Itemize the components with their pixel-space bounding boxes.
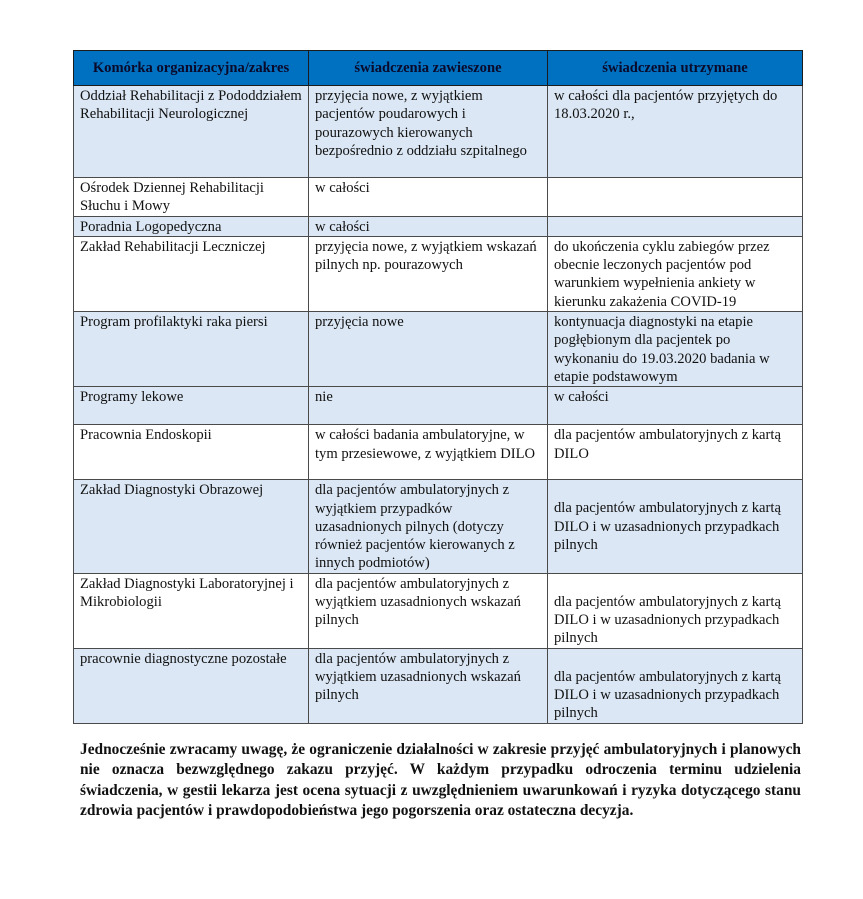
cell-unit: pracownie diagnostyczne pozostałe	[74, 648, 309, 723]
cell-unit: Oddział Rehabilitacji z Pododdziałem Rehabilitacji Neurologicznej	[74, 86, 309, 178]
cell-maintained: dla pacjentów ambulatoryjnych z kartą DILO i w uzasadnionych przypadkach pilnych	[548, 480, 803, 573]
cell-unit: Pracownia Endoskopii	[74, 425, 309, 480]
cell-unit: Program profilaktyki raka piersi	[74, 312, 309, 387]
table-row	[74, 573, 803, 648]
header-suspended: świadczenia zawieszone	[309, 51, 548, 86]
cell-maintained: dla pacjentów ambulatoryjnych z kartą DILO i w uzasadnionych przypadkach pilnych	[548, 648, 803, 723]
cell-unit: Poradnia Logopedyczna	[74, 216, 309, 236]
header-maintained: świadczenia utrzymane	[548, 51, 803, 86]
cell-suspended: przyjęcia nowe	[309, 312, 548, 387]
cell-unit: Zakład Diagnostyki Laboratoryjnej i Mikrobiologii	[74, 573, 309, 648]
cell-maintained	[548, 216, 803, 236]
cell-maintained: w całości	[548, 387, 803, 425]
table-row	[74, 312, 803, 387]
cell-suspended: dla pacjentów ambulatoryjnych z wyjątkiem przypadków uzasadnionych pilnych (dotyczy również pacjentów kierowanych z innych podmiotów)	[309, 480, 548, 573]
cell-maintained	[548, 178, 803, 217]
table-row	[74, 648, 803, 723]
cell-suspended: w całości	[309, 178, 548, 217]
cell-suspended: przyjęcia nowe, z wyjątkiem pacjentów poudarowych i pourazowych kierowanych bezpośrednio z oddziału szpitalnego	[309, 86, 548, 178]
header-unit: Komórka organizacyjna/zakres	[74, 51, 309, 86]
table-row	[74, 425, 803, 480]
table-row	[74, 236, 803, 311]
cell-maintained: do ukończenia cyklu zabiegów przez obecnie leczonych pacjentów pod warunkiem wypełnienia ankiety w kierunku zakażenia COVID-19	[548, 236, 803, 311]
cell-unit: Programy lekowe	[74, 387, 309, 425]
cell-suspended: przyjęcia nowe, z wyjątkiem wskazań pilnych np. pourazowych	[309, 236, 548, 311]
table-row	[74, 387, 803, 425]
cell-maintained: dla pacjentów ambulatoryjnych z kartą DILO	[548, 425, 803, 480]
cell-suspended: nie	[309, 387, 548, 425]
cell-unit: Ośrodek Dziennej Rehabilitacji Słuchu i Mowy	[74, 178, 309, 217]
table-row	[74, 178, 803, 217]
table-header-row	[74, 51, 803, 86]
services-table	[73, 50, 803, 724]
table-row	[74, 86, 803, 178]
closing-note: Jednocześnie zwracamy uwagę, że ograniczenie działalności w zakresie przyjęć ambulatoryjnych i planowych nie oznacza bezwzględnego zakazu przyjęć. W każdym przypadku odroczenia terminu udzielenia świadczenia, w gestii lekarza jest ocena sytuacji z uwzględnieniem uwarunkowań i ryzyka dotyczącego stanu zdrowia pacjentów i prawdopodobieństwa jego pogorszenia oraz ostateczna decyzja.	[80, 741, 801, 819]
cell-suspended: w całości badania ambulatoryjne, w tym przesiewowe, z wyjątkiem DILO	[309, 425, 548, 480]
cell-maintained: dla pacjentów ambulatoryjnych z kartą DILO i w uzasadnionych przypadkach pilnych	[548, 573, 803, 648]
cell-unit: Zakład Rehabilitacji Leczniczej	[74, 236, 309, 311]
cell-suspended: w całości	[309, 216, 548, 236]
cell-suspended: dla pacjentów ambulatoryjnych z wyjątkiem uzasadnionych wskazań pilnych	[309, 648, 548, 723]
cell-maintained: kontynuacja diagnostyki na etapie pogłębionym dla pacjentek po wykonaniu do 19.03.2020 badania w etapie podstawowym	[548, 312, 803, 387]
cell-maintained: w całości dla pacjentów przyjętych do 18.03.2020 r.,	[548, 86, 803, 178]
cell-unit: Zakład Diagnostyki Obrazowej	[74, 480, 309, 573]
cell-suspended: dla pacjentów ambulatoryjnych z wyjątkiem uzasadnionych wskazań pilnych	[309, 573, 548, 648]
table-row	[74, 216, 803, 236]
table-row	[74, 480, 803, 573]
